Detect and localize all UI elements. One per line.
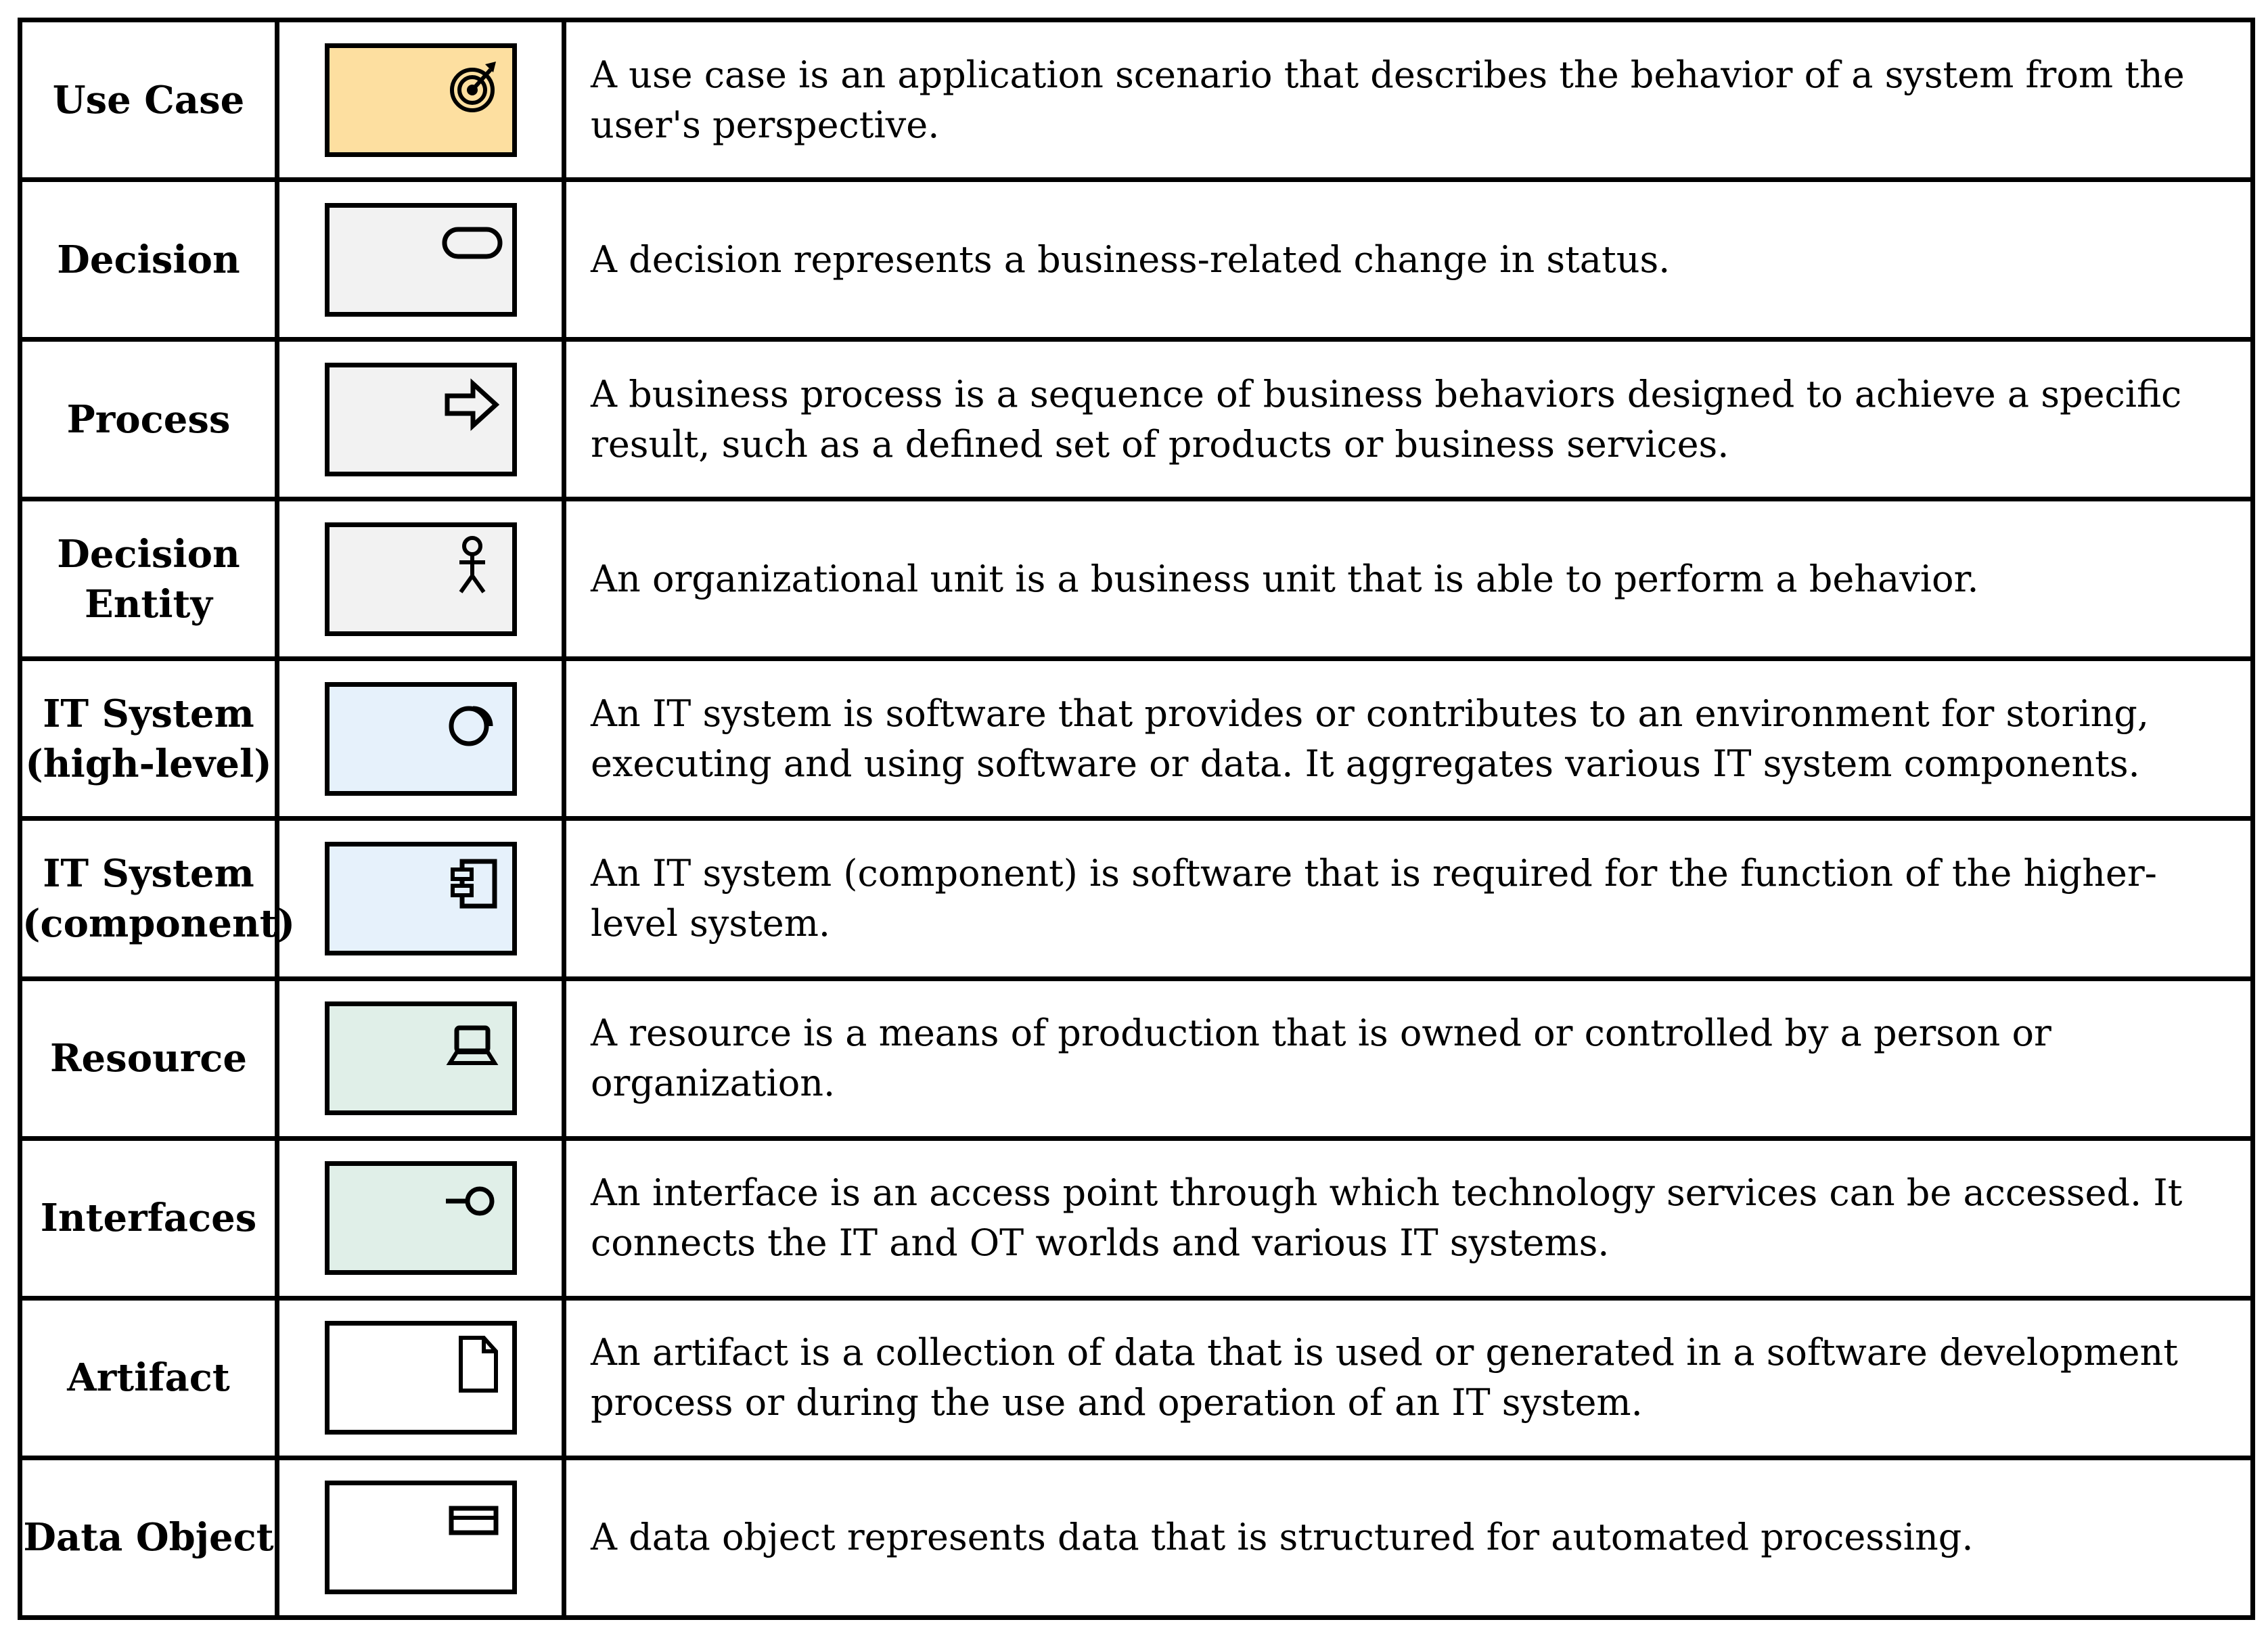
data-object-icon [442, 1492, 503, 1553]
symbol-box [325, 1321, 517, 1435]
symbol-cell [277, 1138, 564, 1298]
symbol-cell [277, 20, 564, 180]
element-name: IT System (component) [20, 819, 277, 978]
element-description: A decision represents a business-related change in status. [564, 180, 2253, 340]
arrow-right-icon [442, 374, 503, 435]
table-row [20, 340, 2253, 499]
element-name: Data Object [20, 1458, 277, 1617]
table-row [20, 20, 2253, 180]
symbol-box [325, 43, 517, 157]
symbol-box [325, 522, 517, 636]
table-row [20, 978, 2253, 1138]
symbol-cell [277, 978, 564, 1138]
element-description: An IT system (component) is software that is required for the function of the higher-level system. [564, 819, 2253, 978]
element-description: A data object represents data that is structured for automated processing. [564, 1458, 2253, 1617]
symbol-cell [277, 499, 564, 659]
table-row [20, 180, 2253, 340]
table-row [20, 1458, 2253, 1617]
laptop-icon [442, 1013, 503, 1074]
event-pill-icon [442, 215, 503, 275]
element-name: Artifact [20, 1298, 277, 1458]
element-name: Process [20, 340, 277, 499]
symbol-box [325, 1001, 517, 1115]
element-description: A use case is an application scenario that describes the behavior of a system from the user's perspective. [564, 20, 2253, 180]
table-row [20, 659, 2253, 819]
double-circle-icon [442, 694, 503, 754]
table-row [20, 499, 2253, 659]
element-description: An organizational unit is a business unit that is able to perform a behavior. [564, 499, 2253, 659]
element-description: An interface is an access point through which technology services can be accessed. It connects the IT and OT worlds and various IT systems. [564, 1138, 2253, 1298]
symbol-box [325, 1481, 517, 1594]
symbol-cell [277, 659, 564, 819]
interface-lollipop-icon [442, 1173, 503, 1234]
symbol-box [325, 203, 517, 317]
legend-body [20, 20, 2253, 1618]
symbol-box [325, 842, 517, 955]
document-icon [442, 1332, 503, 1393]
table-row [20, 1138, 2253, 1298]
actor-icon [442, 534, 503, 595]
element-name: Decision [20, 180, 277, 340]
target-icon [442, 55, 503, 116]
element-name: Resource [20, 978, 277, 1138]
element-name: Use Case [20, 20, 277, 180]
element-name: Decision Entity [20, 499, 277, 659]
table-row [20, 819, 2253, 978]
element-name: Interfaces [20, 1138, 277, 1298]
legend-table [18, 18, 2255, 1620]
symbol-cell [277, 180, 564, 340]
table-row [20, 1298, 2253, 1458]
component-icon [442, 853, 503, 914]
element-description: An artifact is a collection of data that is used or generated in a software development process or during the use and operation of an IT system. [564, 1298, 2253, 1458]
symbol-box [325, 682, 517, 796]
element-name: IT System (high-level) [20, 659, 277, 819]
symbol-box [325, 363, 517, 476]
symbol-box [325, 1161, 517, 1275]
element-description: An IT system is software that provides or contributes to an environment for storing, executing and using software or data. It aggregates various IT system components. [564, 659, 2253, 819]
symbol-cell [277, 1298, 564, 1458]
symbol-cell [277, 340, 564, 499]
symbol-cell [277, 1458, 564, 1617]
symbol-cell [277, 819, 564, 978]
element-description: A resource is a means of production that is owned or controlled by a person or organization. [564, 978, 2253, 1138]
element-description: A business process is a sequence of business behaviors designed to achieve a specific result, such as a defined set of products or business services. [564, 340, 2253, 499]
